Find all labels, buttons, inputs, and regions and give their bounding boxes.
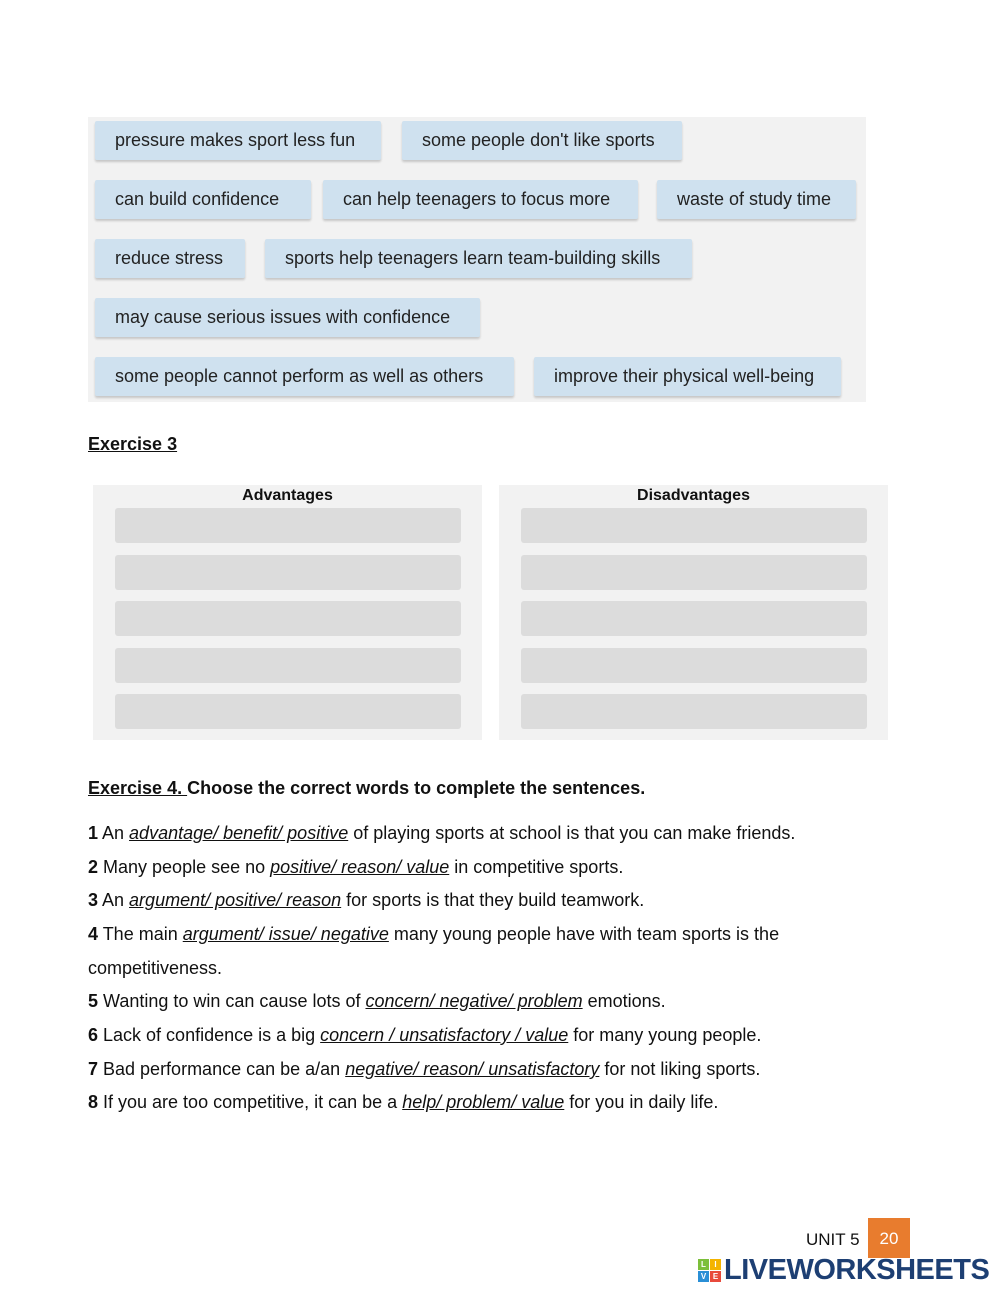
sentence	[88, 1092, 718, 1113]
sentence-text: for you in daily life.	[564, 1092, 719, 1112]
sentence-text: Wanting to win can cause lots of	[98, 991, 366, 1011]
logo-letter: L	[698, 1259, 709, 1270]
drop-slot[interactable]	[115, 648, 461, 683]
sentence-number: 4	[88, 924, 99, 944]
drop-slot[interactable]	[115, 508, 461, 543]
word-choice[interactable]: negative/ reason/ unsatisfactory	[345, 1059, 600, 1079]
word-choice[interactable]: argument/ positive/ reason	[129, 890, 342, 910]
sentence-text: If you are too competitive, it can be a	[98, 1092, 403, 1112]
exercise-4-label: Exercise 4.	[88, 778, 188, 798]
sentence-number: 3	[88, 890, 99, 910]
sentence-number: 1	[88, 823, 99, 843]
word-choice[interactable]: argument/ issue/ negative	[182, 924, 389, 944]
sentence	[88, 1025, 761, 1046]
sentence-number: 6	[88, 1025, 99, 1045]
drop-slot[interactable]	[521, 694, 867, 729]
word-choice[interactable]: positive/ reason/ value	[270, 857, 450, 877]
drop-slot[interactable]	[521, 601, 867, 636]
logo-letter: V	[698, 1271, 709, 1282]
disadvantages-header: Disadvantages	[637, 487, 750, 504]
sentence-text: Bad performance can be a/an	[98, 1059, 346, 1079]
word-choice[interactable]: concern/ negative/ problem	[365, 991, 583, 1011]
sentence-number: 8	[88, 1092, 99, 1112]
advantages-header: Advantages	[242, 487, 333, 504]
sentence-text: many young people have with team sports is the	[388, 924, 780, 944]
word-choice[interactable]: help/ problem/ value	[402, 1092, 565, 1112]
sentence	[88, 1059, 760, 1080]
sentence-text: Many people see no	[98, 857, 271, 877]
drop-slot[interactable]	[115, 694, 461, 729]
word-choice[interactable]: concern / unsatisfactory / value	[320, 1025, 569, 1045]
word-bank	[88, 117, 866, 402]
sentence-continuation: competitiveness.	[88, 958, 223, 978]
sentence	[88, 890, 644, 911]
sentence-text: An	[98, 823, 130, 843]
drop-slot[interactable]	[521, 508, 867, 543]
word-chip[interactable]: may cause serious issues with confidence	[95, 298, 480, 337]
word-chip[interactable]: reduce stress	[95, 239, 245, 278]
drop-slot[interactable]	[115, 555, 461, 590]
unit-label: UNIT 5	[806, 1230, 860, 1249]
sentence-text: for not liking sports.	[599, 1059, 761, 1079]
word-chip[interactable]: some people don't like sports	[402, 121, 682, 160]
sentence	[88, 991, 666, 1012]
drop-slot[interactable]	[115, 601, 461, 636]
sentence	[88, 924, 779, 945]
logo-text: LIVEWORKSHEETS	[724, 1254, 990, 1286]
sentence-text: in competitive sports.	[449, 857, 624, 877]
word-chip[interactable]: improve their physical well-being	[534, 357, 841, 396]
disadvantages-column	[499, 485, 888, 740]
word-chip[interactable]: can build confidence	[95, 180, 311, 219]
exercise-4-heading	[88, 778, 645, 799]
word-chip[interactable]: some people cannot perform as well as others	[95, 357, 514, 396]
sentence	[88, 823, 795, 844]
logo-letter: E	[710, 1271, 721, 1282]
sentence-text: for sports is that they build teamwork.	[341, 890, 645, 910]
live-blocks-icon	[698, 1259, 721, 1282]
sentence	[88, 857, 623, 878]
word-chip[interactable]: waste of study time	[657, 180, 856, 219]
liveworksheets-logo	[698, 1254, 989, 1287]
word-chip[interactable]: sports help teenagers learn team-building skills	[265, 239, 692, 278]
sentence-text: The main	[98, 924, 183, 944]
sentence-text: Lack of confidence is a big	[98, 1025, 321, 1045]
advantages-column	[93, 485, 482, 740]
sentence-number: 2	[88, 857, 99, 877]
exercise-4-instruction: Choose the correct words to complete the sentences.	[187, 778, 646, 798]
logo-letter: I	[710, 1259, 721, 1270]
word-chip[interactable]: can help teenagers to focus more	[323, 180, 638, 219]
word-chip[interactable]: pressure makes sport less fun	[95, 121, 381, 160]
sentence-text: An	[98, 890, 130, 910]
page-number: 20	[868, 1218, 910, 1258]
drop-slot[interactable]	[521, 648, 867, 683]
sentence-number: 5	[88, 991, 99, 1011]
sentence-text: of playing sports at school is that you can make friends.	[348, 823, 796, 843]
sentence-text: emotions.	[582, 991, 666, 1011]
sentence-text: for many young people.	[568, 1025, 762, 1045]
drop-slot[interactable]	[521, 555, 867, 590]
word-choice[interactable]: advantage/ benefit/ positive	[129, 823, 349, 843]
exercise-3-heading: Exercise 3	[88, 434, 178, 454]
sentence-number: 7	[88, 1059, 99, 1079]
